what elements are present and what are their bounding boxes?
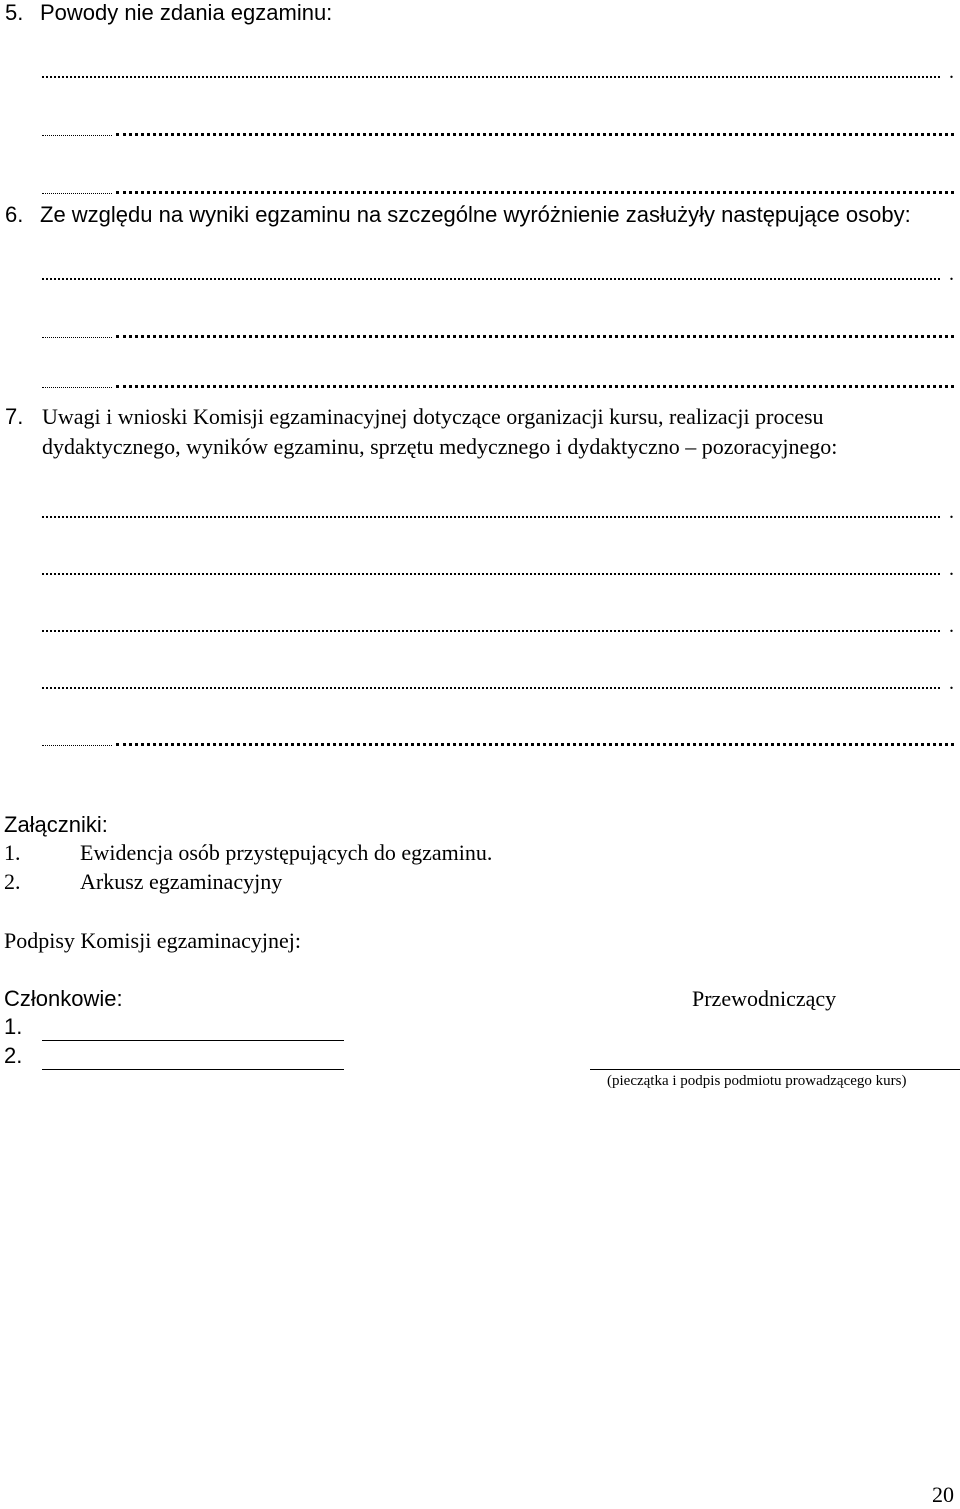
section-5-number: 5. — [5, 0, 24, 25]
member-1-signature-line[interactable] — [42, 1040, 344, 1041]
answer-line[interactable]: . — [42, 60, 954, 82]
member-2-signature-line[interactable] — [42, 1069, 344, 1070]
answer-line[interactable]: . — [42, 500, 954, 522]
attachment-1-number: 1. — [4, 840, 21, 865]
attachment-1-text: Ewidencja osób przystępujących do egzaminu. — [80, 840, 493, 865]
member-2-number: 2. — [4, 1043, 23, 1068]
answer-line[interactable] — [42, 118, 954, 140]
section-6-title: Ze względu na wyniki egzaminu na szczególne wyróżnienie zasłużyły następujące osoby: — [40, 202, 911, 227]
signatures-heading: Podpisy Komisji egzaminacyjnej: — [4, 928, 301, 953]
member-1-number: 1. — [4, 1014, 23, 1039]
answer-line[interactable] — [42, 728, 954, 750]
answer-line[interactable]: . — [42, 557, 954, 579]
chair-label: Przewodniczący — [692, 986, 837, 1011]
answer-line[interactable] — [42, 370, 954, 392]
answer-line[interactable] — [42, 320, 954, 342]
chair-signature-line[interactable] — [590, 1069, 960, 1070]
answer-line[interactable]: . — [42, 614, 954, 636]
attachment-2-text: Arkusz egzaminacyjny — [80, 869, 283, 894]
section-6-number: 6. — [5, 202, 24, 227]
answer-line[interactable] — [42, 176, 954, 198]
section-7-line-1: Uwagi i wnioski Komisji egzaminacyjnej dotyczące organizacji kursu, realizacji procesu — [42, 404, 824, 429]
page-number: 20 — [932, 1482, 954, 1507]
section-7-line-2: dydaktycznego, wyników egzaminu, sprzętu medycznego i dydaktyczno – pozoracyjnego: — [42, 434, 838, 459]
stamp-caption: (pieczątka i podpis podmiotu prowadzącego kurs) — [607, 1073, 907, 1089]
members-label: Członkowie: — [4, 986, 123, 1011]
section-7-number: 7. — [5, 404, 24, 429]
section-5-title: Powody nie zdania egzaminu: — [40, 0, 333, 25]
attachment-2-number: 2. — [4, 869, 21, 894]
answer-line[interactable]: . — [42, 671, 954, 693]
attachments-heading: Załączniki: — [4, 812, 108, 837]
answer-line[interactable]: . — [42, 262, 954, 284]
